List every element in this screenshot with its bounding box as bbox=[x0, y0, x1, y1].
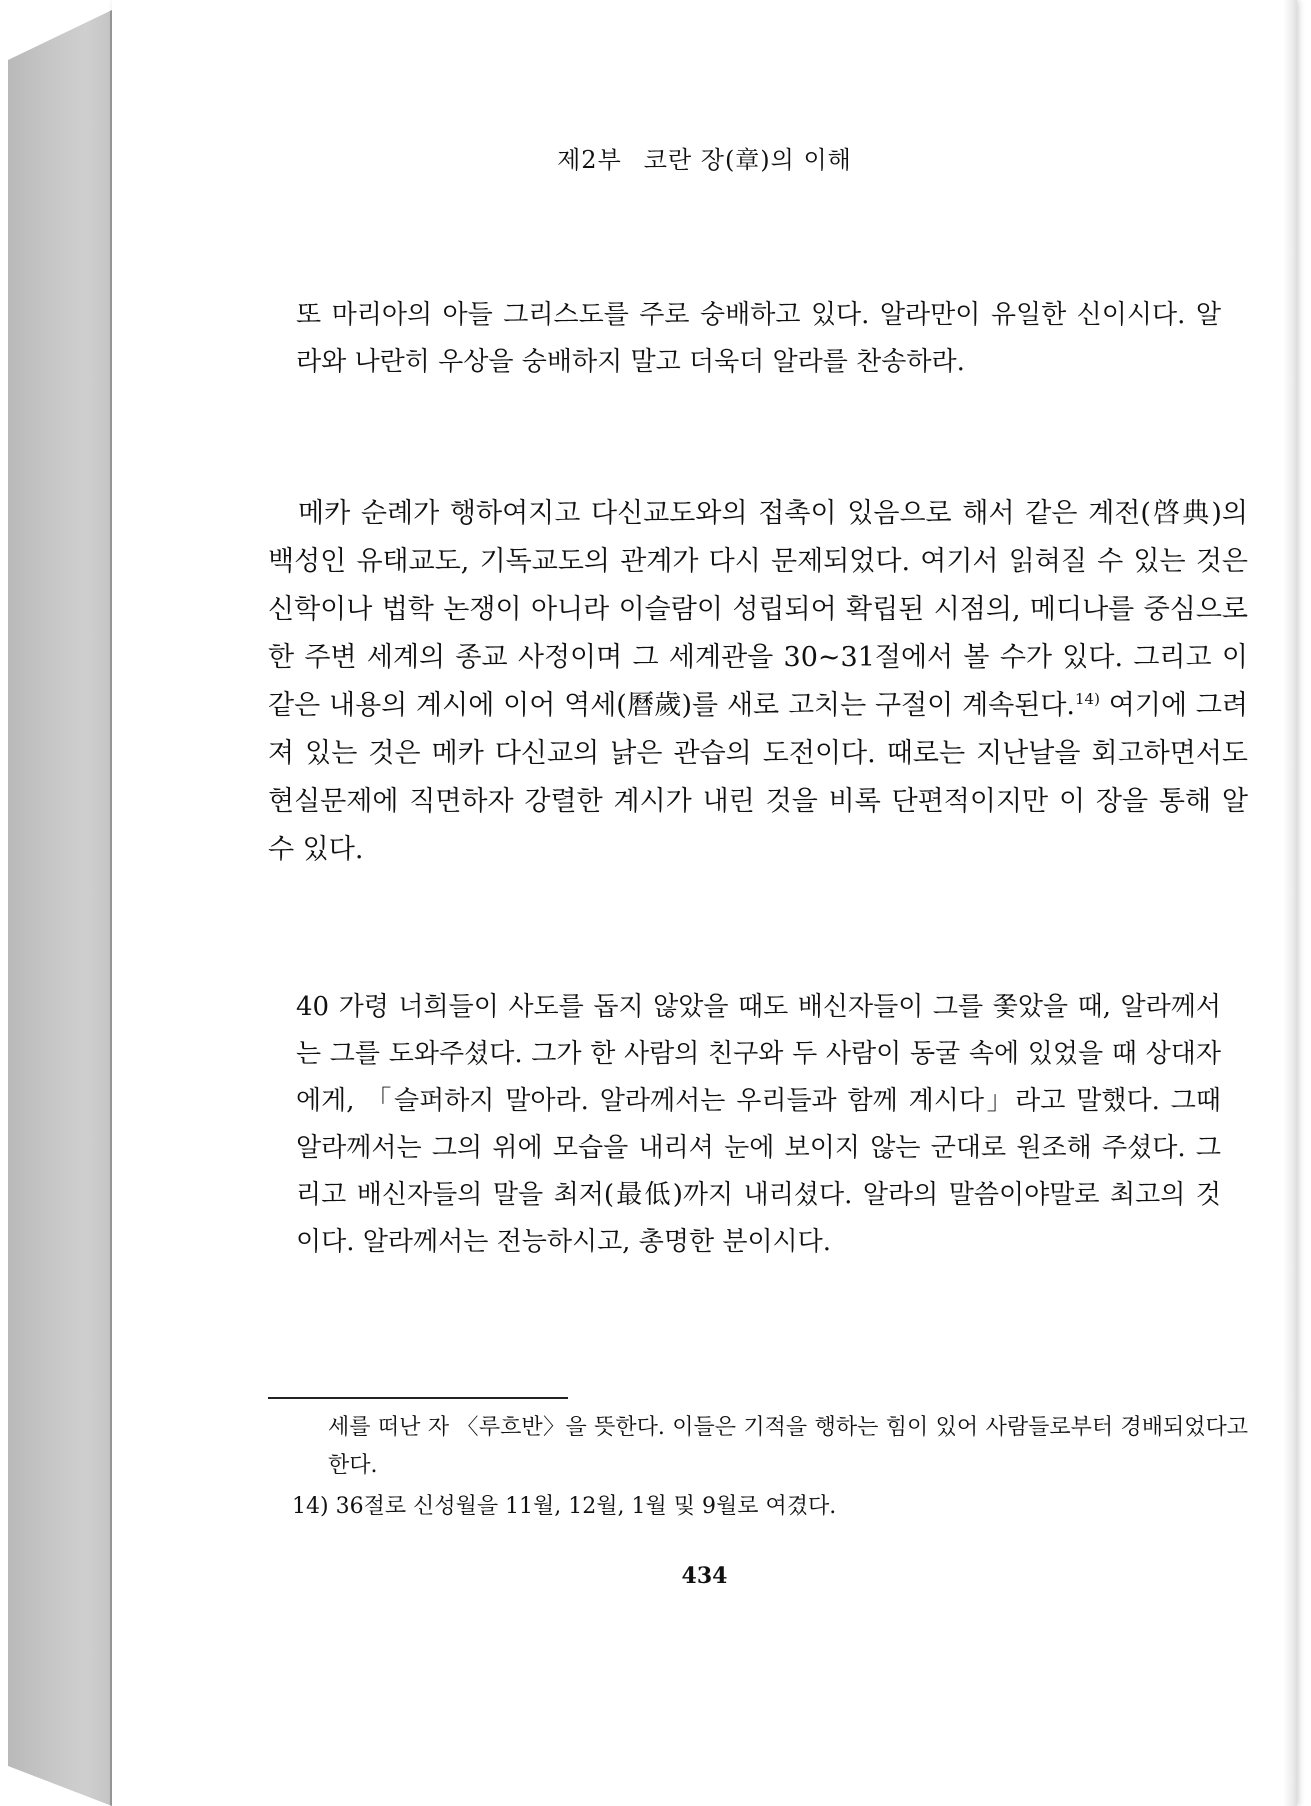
footnote-14: 14) 36절로 신성월을 11월, 12월, 1월 및 9월로 여겼다. bbox=[292, 1494, 837, 1519]
page-edge-shadow bbox=[1283, 0, 1297, 1806]
running-head-part: 제2부 bbox=[557, 146, 622, 174]
book-spine bbox=[8, 10, 112, 1806]
running-head-title: 코란 장(章)의 이해 bbox=[643, 146, 852, 174]
commentary-text-before-note: 메카 순례가 행하여지고 다신교도와의 접촉이 있음으로 해서 같은 계전(啓典)의 백성인 유태교도, 기독교도의 관계가 다시 문제되었다. 여기서 읽혀질 수 있는 것은 신학이나 법학 논쟁이 아니라 이슬람이 성립되어 확립된 시점의, 메디나를 중심으로 한 주변 세계의 종교 사정이며 그 세계관을 30~31절에서 볼 수가 있다. 그리고 이같은 내용의 계시에 이어 역세(曆歲)를 새로 고치는 구절이 계속된다. bbox=[268, 498, 1248, 721]
commentary-text-after-note: 여기에 그려져 있는 것은 메카 다신교의 낡은 관습의 도전이다. 때로는 지난날을 회고하면서도 현실문제에 직면하자 강렬한 계시가 내린 것을 비록 단편적이지만 이 장을 통해 알 수 있다. bbox=[268, 690, 1249, 865]
verse-block-1: 또 마리아의 아들 그리스도를 주로 숭배하고 있다. 알라만이 유일한 신이시다. 알라와 나란히 우상을 숭배하지 말고 더욱더 알라를 찬송하라. bbox=[296, 300, 1221, 377]
footnote-reference-14: 14) bbox=[1075, 690, 1100, 708]
book-page bbox=[112, 0, 1297, 1806]
page-number: 434 bbox=[681, 1563, 728, 1589]
running-head bbox=[112, 140, 1297, 175]
footnote-divider bbox=[268, 1397, 568, 1399]
commentary-paragraph bbox=[268, 490, 1248, 874]
footnote-continued: 세를 떠난 자 〈루흐반〉을 뜻한다. 이들은 기적을 행하는 힘이 있어 사람들로부터 경배되었다고 한다. bbox=[328, 1415, 1248, 1478]
verse-block-2: 40 가령 너희들이 사도를 돕지 않았을 때도 배신자들이 그를 쫓았을 때, 알라께서는 그를 도와주셨다. 그가 한 사람의 친구와 두 사람이 동굴 속에 있었을 때 상대자에게, 「슬퍼하지 말아라. 알라께서는 우리들과 함께 계시다」라고 말했다. 그때 알라께서는 그의 위에 모습을 내리셔 눈에 보이지 않는 군대로 원조해 주셨다. 그리고 배신자들의 말을 최저(最低)까지 내리셨다. 알라의 말씀이야말로 최고의 것이다. 알라께서는 전능하시고, 총명한 분이시다. bbox=[296, 992, 1221, 1257]
